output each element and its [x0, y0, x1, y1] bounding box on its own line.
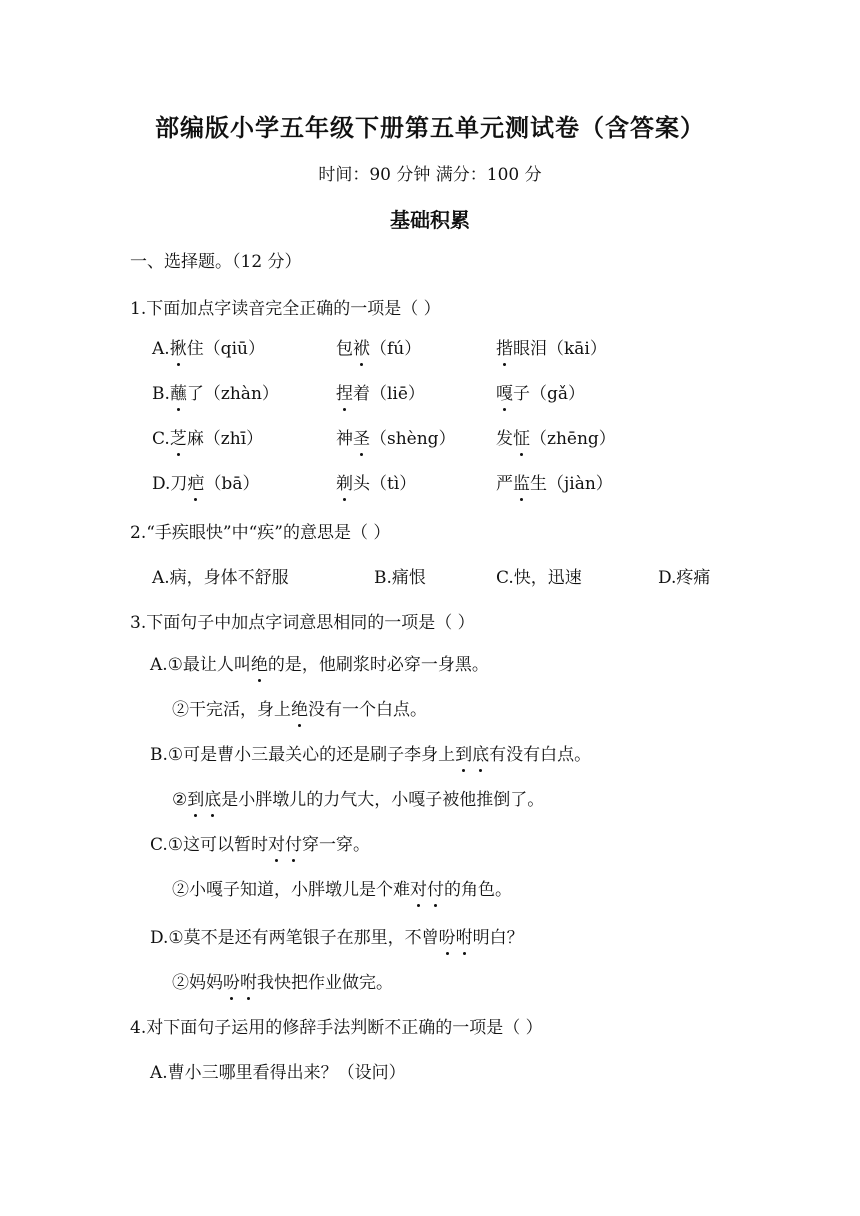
question-3-stem: 3.下面句子中加点字词意思相同的一项是（ ）: [130, 613, 475, 633]
emphasis-dot-char: 对: [268, 835, 286, 855]
option-text: （fú）: [370, 339, 422, 359]
sentence-text: C.①这可以暂时: [150, 835, 269, 855]
emphasis-dot-char: 到: [187, 790, 205, 810]
emphasis-dot-char: 疤: [187, 474, 205, 494]
emphasis-dot-char: 监: [513, 474, 530, 494]
sentence-text: D.①莫不是还有两笔银子在那里，不曾: [150, 928, 439, 948]
emphasis-dot-char: 捏: [336, 384, 353, 404]
option-text: 包: [336, 339, 353, 359]
option-text: D.刀: [152, 474, 188, 494]
emphasis-dot-char: 揪: [169, 339, 187, 359]
question-1-option-item: [152, 472, 259, 496]
question-3-sentence: [172, 878, 512, 902]
page-title: 部编版小学五年级下册第五单元测试卷（含答案）: [155, 113, 705, 142]
question-3-sentence: [172, 698, 427, 722]
sentence-text: 有没有白点。: [489, 745, 592, 765]
option-text: C.: [152, 429, 170, 449]
sentence-text: 明白？: [472, 928, 524, 948]
question-3-sentence: [150, 833, 370, 857]
option-text: 生（jiàn）: [530, 474, 613, 494]
question-3-sentence: [172, 788, 544, 812]
option-text: 头（tì）: [353, 474, 417, 494]
question-4-stem: 4.对下面句子运用的修辞手法判断不正确的一项是（ ）: [130, 1018, 543, 1038]
sentence-text: 没有一个白点。: [308, 700, 427, 720]
part-heading: 一、选择题。（12 分）: [130, 252, 302, 272]
question-1-option-item: [336, 382, 425, 406]
question-2-stem: 2.“手疾眼快”中“疾”的意思是（ ）: [130, 523, 391, 543]
question-1-option-item: [496, 472, 613, 496]
emphasis-dot-char: 绝: [291, 700, 308, 720]
emphasis-dot-char: 咐: [455, 928, 473, 948]
question-2-option-b: B.痛恨: [374, 568, 426, 588]
section-heading: 基础积累: [390, 208, 470, 232]
option-text: 麻（zhī）: [186, 429, 264, 449]
sentence-text: 是小胖墩儿的力气大，小嘎子被他推倒了。: [221, 790, 545, 810]
question-1-option-item: [152, 382, 279, 406]
emphasis-dot-char: 付: [427, 880, 444, 900]
emphasis-dot-char: 芝: [169, 429, 187, 449]
exam-time-score: 时间：90 分钟 满分：100 分: [318, 165, 542, 185]
emphasis-dot-char: 绝: [250, 655, 268, 675]
option-text: A.: [152, 339, 170, 359]
emphasis-dot-char: 底: [204, 790, 222, 810]
question-1-option-item: [336, 337, 421, 361]
option-text: 发: [496, 429, 513, 449]
question-1-option-item: [152, 337, 265, 361]
option-text: 了（zhàn）: [186, 384, 279, 404]
question-1-option-item: [496, 337, 607, 361]
sentence-text: 的角色。: [444, 880, 512, 900]
sentence-text: ②干完活，身上: [172, 700, 291, 720]
sentence-text: ②小嘎子知道，小胖墩儿是个难: [172, 880, 410, 900]
emphasis-dot-char: 到: [455, 745, 473, 765]
question-2-option-d: D.疼痛: [658, 568, 711, 588]
option-text: 住（qiū）: [186, 339, 265, 359]
question-1-option-item: [336, 427, 456, 451]
question-2-option-c: C.快，迅速: [496, 568, 582, 588]
question-3-sentence: [150, 653, 489, 677]
sentence-text: 的是，他刷浆时必穿一身黑。: [267, 655, 489, 675]
question-1-option-item: [152, 427, 263, 451]
sentence-text: 穿一穿。: [302, 835, 371, 855]
emphasis-dot-char: 对: [410, 880, 427, 900]
sentence-text: B.①可是曹小三最关心的还是刷子李身上: [150, 745, 456, 765]
question-4-option-a: A.曹小三哪里看得出来？（设问）: [150, 1063, 406, 1083]
question-3-sentence: [172, 971, 393, 995]
option-text: 眼泪（kāi）: [513, 339, 607, 359]
option-text: 严: [496, 474, 513, 494]
emphasis-dot-char: 圣: [353, 429, 370, 449]
emphasis-dot-char: 嘎: [496, 384, 513, 404]
question-3-sentence: [150, 743, 591, 767]
emphasis-dot-char: 咐: [240, 973, 257, 993]
question-3-sentence: [150, 926, 524, 950]
sentence-text: 我快把作业做完。: [257, 973, 393, 993]
option-text: （zhēng）: [530, 429, 616, 449]
emphasis-dot-char: 底: [472, 745, 490, 765]
emphasis-dot-char: 袱: [353, 339, 370, 359]
emphasis-dot-char: 剃: [336, 474, 353, 494]
question-1-option-item: [496, 382, 585, 406]
question-1-option-item: [496, 427, 616, 451]
emphasis-dot-char: 付: [285, 835, 303, 855]
option-text: 着（liē）: [353, 384, 425, 404]
option-text: 神: [336, 429, 353, 449]
option-text: （shèng）: [370, 429, 456, 449]
option-text: B.: [152, 384, 170, 404]
emphasis-dot-char: 揩: [496, 339, 513, 359]
emphasis-dot-char: 吩: [438, 928, 456, 948]
sentence-text: A.①最让人叫: [150, 655, 251, 675]
emphasis-dot-char: 吩: [223, 973, 240, 993]
option-text: 子（gǎ）: [513, 384, 586, 404]
emphasis-dot-char: 蘸: [169, 384, 187, 404]
option-text: （bā）: [204, 474, 260, 494]
sentence-text: ②妈妈: [172, 973, 223, 993]
sentence-text: ②: [172, 790, 188, 810]
question-2-option-a: A.病，身体不舒服: [152, 568, 289, 588]
question-1-stem: 1.下面加点字读音完全正确的一项是（ ）: [130, 299, 441, 319]
emphasis-dot-char: 怔: [513, 429, 530, 449]
question-1-option-item: [336, 472, 416, 496]
